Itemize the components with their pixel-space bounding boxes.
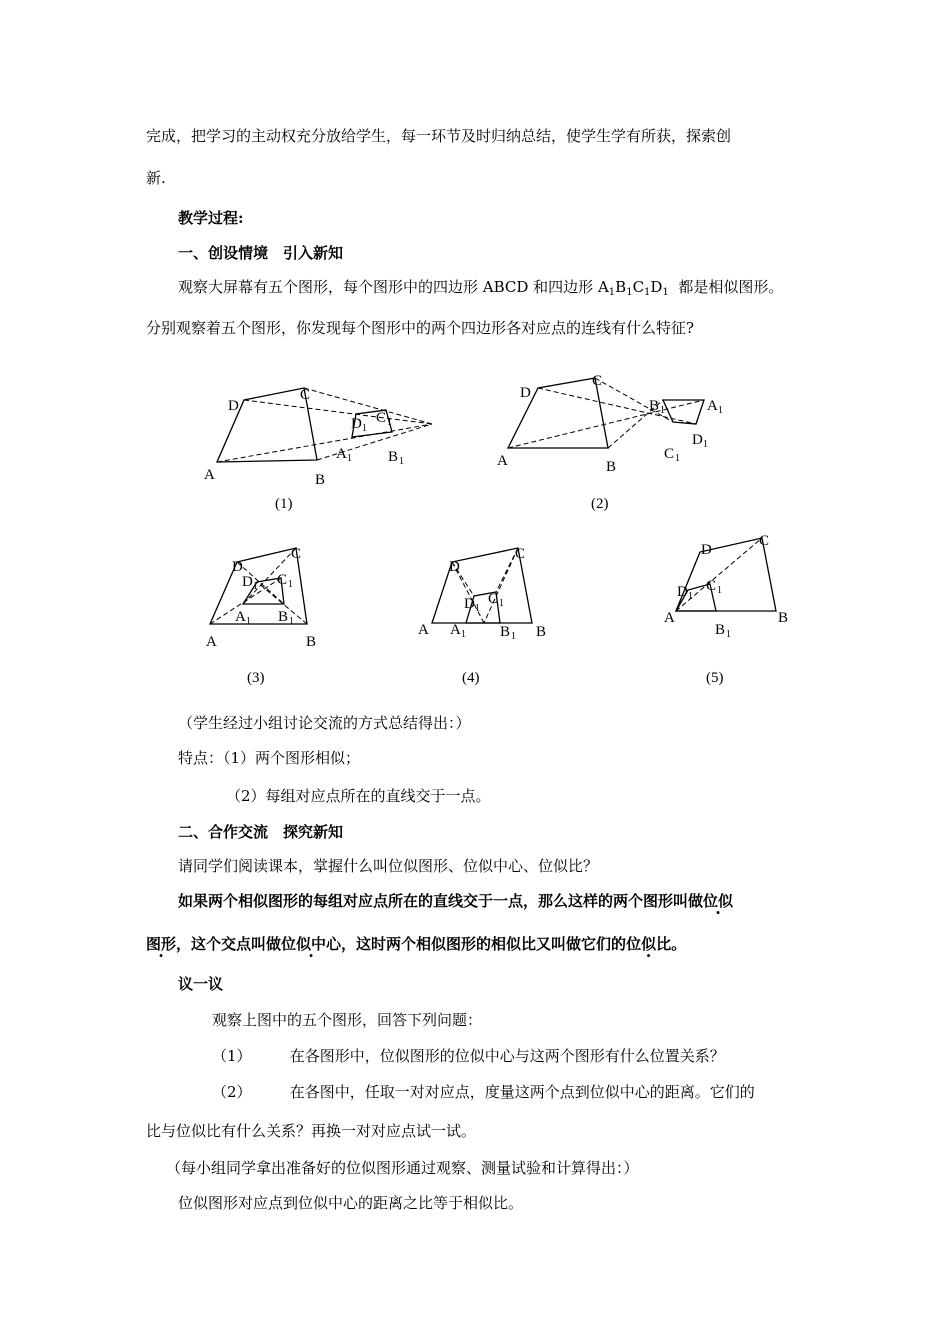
fig3-label-d: D — [232, 559, 243, 575]
fig3-sub-b1: 1 — [289, 616, 294, 627]
fig4-label-a1: A — [450, 622, 461, 638]
fig4-label-b: B — [536, 624, 547, 640]
para-6: 请同学们阅读课本，掌握什么叫位似图形、位似中心、位似比？ — [178, 857, 599, 875]
heading-section-1: 一、创设情境 引入新知 — [178, 244, 344, 262]
fig3-label-d1: D — [242, 574, 253, 590]
sub-letter-c: C — [632, 278, 645, 296]
fig2-sub-a1: 1 — [718, 405, 723, 416]
fig2-label-a: A — [497, 453, 508, 469]
fig1-caption: (1) — [275, 496, 293, 512]
fig5-caption: (5) — [706, 670, 724, 686]
fig5-label-b: B — [778, 610, 789, 626]
fig1-label-b1: B — [388, 449, 399, 465]
question-2-line-2: 比与位似比有什么关系？再换一对对应点试一试。 — [146, 1122, 477, 1140]
sub-1a: 1 — [608, 287, 616, 298]
fig3-label-c: C — [291, 546, 302, 562]
fig2-label-d1: D — [692, 432, 703, 448]
fig2-caption: (2) — [591, 496, 609, 512]
sub-letter-b: B — [615, 278, 627, 296]
fig5-label-d1: D — [677, 584, 688, 600]
figure-4 — [418, 546, 546, 686]
fig1-sub-a1: 1 — [347, 453, 352, 464]
fig1-sub-b1: 1 — [399, 456, 404, 467]
fig1-label-c: C — [300, 387, 311, 403]
fig2-label-c1: C — [664, 446, 675, 462]
sub-1d: 1 — [662, 287, 669, 298]
question-2-text: 在各图中，任取一对对应点，度量这两个点到位似中心的距离。它们的 — [289, 1083, 755, 1101]
para-2-text-b: 都是相似图形。 — [678, 278, 784, 296]
fig3-label-c1: C — [277, 572, 288, 588]
fig5-label-d: D — [701, 542, 712, 558]
figure-1 — [204, 387, 432, 512]
fig5-label-c: C — [759, 533, 770, 549]
fig5-label-b1: B — [715, 622, 726, 638]
definition-line-2 — [146, 934, 686, 954]
fig5-sub-d1: 1 — [688, 591, 693, 602]
fig4-sub-b1: 1 — [511, 631, 516, 642]
fig2-quad-a1b1c1d1 — [663, 400, 704, 424]
para-1-line-2: 新. — [146, 169, 166, 187]
def-term-1b: 图形 — [146, 935, 177, 953]
definition-line-1 — [178, 891, 733, 911]
para-1-line-1: 完成，把学习的主动权充分放给学生，每一环节及时归纳总结，使学生学有所获，探索创 — [146, 127, 732, 145]
fig2-sub-b1: 1 — [660, 405, 665, 416]
sub-1c: 1 — [644, 287, 651, 298]
fig1-sub-d1: 1 — [362, 423, 367, 434]
figure-3 — [206, 546, 316, 686]
fig5-sub-c1: 1 — [717, 585, 722, 596]
fig4-caption: (4) — [462, 670, 480, 686]
question-1-text: 在各图形中，位似图形的位似中心与这两个图形有什么位置关系？ — [289, 1047, 725, 1065]
question-1-num: （1） — [212, 1047, 252, 1065]
para-3: （学生经过小组讨论交流的方式总结得出：） — [178, 714, 471, 732]
fig1-label-d: D — [228, 398, 239, 414]
fig4-label-c: C — [515, 546, 526, 562]
fig3-caption: (3) — [247, 670, 265, 686]
question-2-line-1 — [212, 1082, 755, 1102]
def-text-1: 如果两个相似图形的每组对应点所在的直线交于一点，那么这样的两个图形叫做 — [178, 892, 704, 910]
fig2-label-b: B — [606, 459, 617, 475]
para-9: 位似图形对应点到位似中心的距离之比等于相似比。 — [178, 1194, 524, 1212]
def-text-2: ，这个交点叫做 — [176, 935, 282, 953]
para-2-text-a: 观察大屏幕有五个图形，每个图形中的四边形 ABCD 和四边形 A — [178, 278, 609, 296]
sub-1b: 1 — [626, 287, 633, 298]
fig2-label-d: D — [520, 385, 531, 401]
question-2-num: （2） — [212, 1083, 252, 1101]
fig1-label-b: B — [315, 472, 326, 488]
fig3-sub-d1: 1 — [253, 581, 258, 592]
fig3-label-b1: B — [278, 609, 289, 625]
para-2-line-2: 分别观察着五个图形，你发现每个图形中的两个四边形各对应点的连线有什么特征? — [146, 319, 695, 337]
def-term-1: 位似 — [703, 892, 734, 910]
fig1-label-c1: C — [376, 410, 387, 426]
fig1-label-a: A — [204, 467, 215, 483]
fig3-label-a1: A — [235, 609, 246, 625]
fig2-label-b1: B — [649, 398, 660, 414]
para-7: 观察上图中的五个图形，回答下列问题： — [212, 1011, 483, 1029]
fig5-label-a: A — [664, 610, 675, 626]
heading-section-2: 二、合作交流 探究新知 — [178, 823, 344, 841]
question-1 — [212, 1046, 725, 1066]
fig3-sub-a1: 1 — [246, 616, 251, 627]
para-8: （每小组同学拿出准备好的位似图形通过观察、测量试验和计算得出：） — [166, 1159, 639, 1177]
fig4-label-d1: D — [464, 596, 475, 612]
fig4-sub-d1: 1 — [475, 603, 480, 614]
sub-letter-d: D — [650, 278, 663, 296]
fig4-label-a: A — [418, 622, 429, 638]
fig4-label-c1: C — [488, 591, 499, 607]
fig2-sub-c1: 1 — [675, 453, 680, 464]
fig1-label-d1: D — [351, 416, 362, 432]
figure-2 — [497, 373, 723, 512]
fig3-label-a: A — [206, 634, 217, 650]
fig1-sub-c1: 1 — [387, 417, 392, 428]
para-features: 特点：（1）两个图形相似； — [178, 749, 361, 767]
figure-5 — [664, 533, 788, 686]
fig4-sub-c1: 1 — [499, 598, 504, 609]
fig4-label-b1: B — [500, 624, 511, 640]
fig2-label-c: C — [592, 373, 603, 389]
heading-teaching-process: 教学过程: — [178, 209, 244, 227]
fig5-label-c1: C — [706, 578, 717, 594]
def-term-3: 位似比 — [626, 935, 672, 953]
def-text-3: ，这时两个相似图形的相似比又叫做它们的 — [341, 935, 627, 953]
fig5-sub-b1: 1 — [726, 629, 731, 640]
fig2-label-a1: A — [707, 398, 718, 414]
fig3-label-b: B — [306, 634, 317, 650]
fig1-label-a1: A — [336, 446, 347, 462]
fig2-sub-d1: 1 — [703, 439, 708, 450]
fig4-sub-a1: 1 — [461, 629, 466, 640]
fig4-label-d: D — [449, 559, 460, 575]
heading-discuss: 议一议 — [178, 975, 224, 993]
para-feature-2: （2）每组对应点所在的直线交于一点。 — [226, 787, 491, 805]
def-end: 。 — [671, 935, 687, 953]
def-term-2: 位似中心 — [281, 935, 342, 953]
fig3-sub-c1: 1 — [288, 579, 293, 590]
